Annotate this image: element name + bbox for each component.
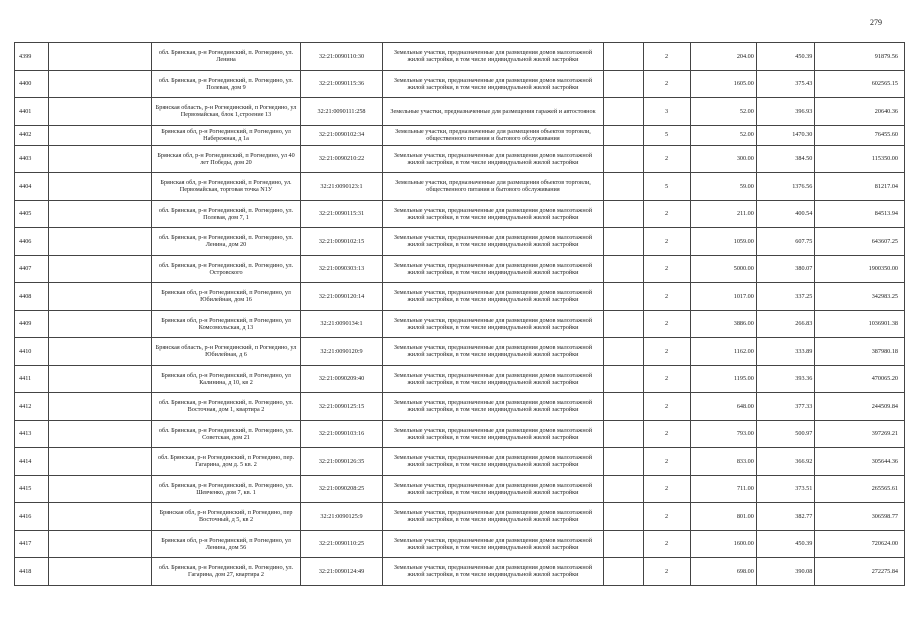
table-row bbox=[15, 200, 905, 228]
cadastral-number-cell: 32:21:0090134:1 bbox=[301, 310, 383, 338]
area-cell: 300.00 bbox=[690, 145, 756, 173]
cadastral-number-cell: 32:21:0090103:16 bbox=[301, 420, 383, 448]
table-row bbox=[15, 530, 905, 558]
cadastral-value-cell: 470065.20 bbox=[815, 365, 905, 393]
cadastral-number-cell: 32:21:0090102:34 bbox=[301, 125, 383, 145]
use-code-cell: 2 bbox=[643, 448, 690, 476]
land-use-cell: Земельные участки, предназначенные для размещения домов малоэтажной жилой застройки, в том числе индивидуальной жилой застройки bbox=[382, 365, 603, 393]
specific-value-cell: 382.77 bbox=[756, 503, 814, 531]
blank-cell bbox=[604, 43, 643, 71]
blank-cell bbox=[49, 98, 152, 126]
area-cell: 5000.00 bbox=[690, 255, 756, 283]
blank-cell bbox=[49, 420, 152, 448]
cadastral-number-cell: 32:21:0090126:35 bbox=[301, 448, 383, 476]
cadastral-number-cell: 32:21:0090208:25 bbox=[301, 475, 383, 503]
cadastral-number-cell: 32:21:0090120:9 bbox=[301, 338, 383, 366]
use-code-cell: 2 bbox=[643, 475, 690, 503]
table-row bbox=[15, 70, 905, 98]
row-number: 4411 bbox=[15, 365, 49, 393]
blank-cell bbox=[49, 145, 152, 173]
cadastral-value-cell: 720624.00 bbox=[815, 530, 905, 558]
row-number: 4409 bbox=[15, 310, 49, 338]
blank-cell bbox=[604, 558, 643, 586]
blank-cell bbox=[49, 503, 152, 531]
table-row bbox=[15, 228, 905, 256]
table-row bbox=[15, 283, 905, 311]
use-code-cell: 2 bbox=[643, 558, 690, 586]
use-code-cell: 2 bbox=[643, 228, 690, 256]
land-use-cell: Земельные участки, предназначенные для размещения домов малоэтажной жилой застройки, в том числе индивидуальной жилой застройки bbox=[382, 393, 603, 421]
area-cell: 52.00 bbox=[690, 98, 756, 126]
cadastral-value-cell: 20640.36 bbox=[815, 98, 905, 126]
land-use-cell: Земельные участки, предназначенные для размещения домов малоэтажной жилой застройки, в том числе индивидуальной жилой застройки bbox=[382, 338, 603, 366]
address-cell: обл. Брянская, р-н Рогнединский, п. Рогнедино, ул. Советская, дом 21 bbox=[151, 420, 300, 448]
specific-value-cell: 375.43 bbox=[756, 70, 814, 98]
area-cell: 1605.00 bbox=[690, 70, 756, 98]
land-use-cell: Земельные участки, предназначенные для размещения домов малоэтажной жилой застройки, в том числе индивидуальной жилой застройки bbox=[382, 310, 603, 338]
blank-cell bbox=[604, 173, 643, 201]
specific-value-cell: 337.25 bbox=[756, 283, 814, 311]
blank-cell bbox=[604, 98, 643, 126]
table-row bbox=[15, 145, 905, 173]
use-code-cell: 5 bbox=[643, 125, 690, 145]
cadastral-value-cell: 244509.84 bbox=[815, 393, 905, 421]
use-code-cell: 2 bbox=[643, 283, 690, 311]
land-use-cell: Земельные участки, предназначенные для размещения домов малоэтажной жилой застройки, в том числе индивидуальной жилой застройки bbox=[382, 283, 603, 311]
specific-value-cell: 400.54 bbox=[756, 200, 814, 228]
specific-value-cell: 450.39 bbox=[756, 43, 814, 71]
blank-cell bbox=[49, 283, 152, 311]
blank-cell bbox=[604, 70, 643, 98]
row-number: 4401 bbox=[15, 98, 49, 126]
address-cell: Брянская обл, р-н Рогнединский, п Рогнедино, ул Ленина, дом 56 bbox=[151, 530, 300, 558]
row-number: 4410 bbox=[15, 338, 49, 366]
use-code-cell: 2 bbox=[643, 393, 690, 421]
cadastral-value-cell: 91879.56 bbox=[815, 43, 905, 71]
specific-value-cell: 380.07 bbox=[756, 255, 814, 283]
specific-value-cell: 500.97 bbox=[756, 420, 814, 448]
cadastral-number-cell: 32:21:0090115:31 bbox=[301, 200, 383, 228]
row-number: 4418 bbox=[15, 558, 49, 586]
blank-cell bbox=[604, 475, 643, 503]
blank-cell bbox=[49, 228, 152, 256]
cadastral-value-cell: 397269.21 bbox=[815, 420, 905, 448]
area-cell: 1017.00 bbox=[690, 283, 756, 311]
table-row bbox=[15, 125, 905, 145]
land-use-cell: Земельные участки, предназначенные для размещения объектов торговли, общественного питания и бытового обслуживания bbox=[382, 173, 603, 201]
address-cell: Брянская область, р-н Рогнединский, п Рогнедино, ул Первомайская, блок 1,строение 13 bbox=[151, 98, 300, 126]
page-number: 279 bbox=[870, 18, 882, 27]
address-cell: Брянская обл, р-н Рогнединский, п Рогнедино, ул Калинина, д 10, кв 2 bbox=[151, 365, 300, 393]
use-code-cell: 2 bbox=[643, 503, 690, 531]
area-cell: 52.00 bbox=[690, 125, 756, 145]
table-row bbox=[15, 173, 905, 201]
blank-cell bbox=[49, 70, 152, 98]
specific-value-cell: 384.50 bbox=[756, 145, 814, 173]
table-row bbox=[15, 310, 905, 338]
blank-cell bbox=[604, 338, 643, 366]
specific-value-cell: 390.08 bbox=[756, 558, 814, 586]
address-cell: обл. Брянская, р-н Рогнединский, п. Рогнедино, ул. Ленина bbox=[151, 43, 300, 71]
cadastral-value-cell: 305644.36 bbox=[815, 448, 905, 476]
blank-cell bbox=[49, 475, 152, 503]
specific-value-cell: 450.39 bbox=[756, 530, 814, 558]
row-number: 4408 bbox=[15, 283, 49, 311]
address-cell: Брянская обл, р-н Рогнединский, п Рогнедино, ул Комсомольская, д 13 bbox=[151, 310, 300, 338]
area-cell: 1600.00 bbox=[690, 530, 756, 558]
use-code-cell: 2 bbox=[643, 530, 690, 558]
blank-cell bbox=[604, 420, 643, 448]
table-row bbox=[15, 503, 905, 531]
address-cell: обл. Брянская, р-н Рогнединский, п. Рогнедино, ул. Шевченко, дом 7, кв. 1 bbox=[151, 475, 300, 503]
area-cell: 211.00 bbox=[690, 200, 756, 228]
cadastral-number-cell: 32:21:0090124:49 bbox=[301, 558, 383, 586]
cadastral-value-cell: 115350.00 bbox=[815, 145, 905, 173]
specific-value-cell: 607.75 bbox=[756, 228, 814, 256]
use-code-cell: 2 bbox=[643, 310, 690, 338]
blank-cell bbox=[604, 310, 643, 338]
address-cell: Брянская обл, р-н Рогнединский, п Рогнедино, ул Юбилейная, дом 16 bbox=[151, 283, 300, 311]
table-row bbox=[15, 255, 905, 283]
address-cell: обл. Брянская, р-н Рогнединский, п. Рогнедино, ул. Гагарина, дом 27, квартира 2 bbox=[151, 558, 300, 586]
area-cell: 3886.00 bbox=[690, 310, 756, 338]
cadastral-value-cell: 306598.77 bbox=[815, 503, 905, 531]
land-registry-table bbox=[14, 42, 905, 586]
table-row bbox=[15, 98, 905, 126]
area-cell: 59.00 bbox=[690, 173, 756, 201]
blank-cell bbox=[604, 200, 643, 228]
cadastral-value-cell: 387980.18 bbox=[815, 338, 905, 366]
cadastral-value-cell: 643607.25 bbox=[815, 228, 905, 256]
specific-value-cell: 1376.56 bbox=[756, 173, 814, 201]
row-number: 4416 bbox=[15, 503, 49, 531]
row-number: 4399 bbox=[15, 43, 49, 71]
area-cell: 1162.00 bbox=[690, 338, 756, 366]
area-cell: 833.00 bbox=[690, 448, 756, 476]
specific-value-cell: 393.36 bbox=[756, 365, 814, 393]
row-number: 4417 bbox=[15, 530, 49, 558]
specific-value-cell: 396.93 bbox=[756, 98, 814, 126]
row-number: 4405 bbox=[15, 200, 49, 228]
address-cell: обл. Брянская, р-н Рогнединский, п. Рогнедино, ул. Островского bbox=[151, 255, 300, 283]
land-use-cell: Земельные участки, предназначенные для размещения объектов торговли, общественного питания и бытового обслуживания bbox=[382, 125, 603, 145]
use-code-cell: 2 bbox=[643, 365, 690, 393]
blank-cell bbox=[604, 145, 643, 173]
cadastral-number-cell: 32:21:0090209:40 bbox=[301, 365, 383, 393]
cadastral-number-cell: 32:21:0090110:30 bbox=[301, 43, 383, 71]
use-code-cell: 2 bbox=[643, 255, 690, 283]
blank-cell bbox=[604, 530, 643, 558]
use-code-cell: 2 bbox=[643, 43, 690, 71]
cadastral-number-cell: 32:21:0090102:15 bbox=[301, 228, 383, 256]
row-number: 4415 bbox=[15, 475, 49, 503]
use-code-cell: 2 bbox=[643, 145, 690, 173]
land-use-cell: Земельные участки, предназначенные для размещения домов малоэтажной жилой застройки, в том числе индивидуальной жилой застройки bbox=[382, 448, 603, 476]
address-cell: обл. Брянская, р-н Рогнединский, п. Рогнедино, ул. Полевая, дом 9 bbox=[151, 70, 300, 98]
cadastral-value-cell: 76455.60 bbox=[815, 125, 905, 145]
land-use-cell: Земельные участки, предназначенные для размещения домов малоэтажной жилой застройки, в том числе индивидуальной жилой застройки bbox=[382, 145, 603, 173]
land-use-cell: Земельные участки, предназначенные для размещения домов малоэтажной жилой застройки, в том числе индивидуальной жилой застройки bbox=[382, 255, 603, 283]
address-cell: обл. Брянская, р-н Рогнединский, п Рогнедино, пер. Гагарина, дом д. 5 кв. 2 bbox=[151, 448, 300, 476]
land-use-cell: Земельные участки, предназначенные для размещения домов малоэтажной жилой застройки, в том числе индивидуальной жилой застройки bbox=[382, 530, 603, 558]
table-row bbox=[15, 558, 905, 586]
use-code-cell: 2 bbox=[643, 420, 690, 448]
cadastral-number-cell: 32:21:0090110:25 bbox=[301, 530, 383, 558]
specific-value-cell: 1470.30 bbox=[756, 125, 814, 145]
land-use-cell: Земельные участки, предназначенные для размещения домов малоэтажной жилой застройки, в том числе индивидуальной жилой застройки bbox=[382, 70, 603, 98]
row-number: 4414 bbox=[15, 448, 49, 476]
cadastral-number-cell: 32:21:0090115:36 bbox=[301, 70, 383, 98]
blank-cell bbox=[604, 503, 643, 531]
use-code-cell: 2 bbox=[643, 200, 690, 228]
row-number: 4400 bbox=[15, 70, 49, 98]
blank-cell bbox=[604, 283, 643, 311]
address-cell: Брянская область, р-н Рогнединский, п Рогнедино, ул Юбилейная, д 6 bbox=[151, 338, 300, 366]
area-cell: 711.00 bbox=[690, 475, 756, 503]
table-row bbox=[15, 448, 905, 476]
table-row bbox=[15, 43, 905, 71]
area-cell: 698.00 bbox=[690, 558, 756, 586]
table-row bbox=[15, 393, 905, 421]
row-number: 4412 bbox=[15, 393, 49, 421]
specific-value-cell: 366.92 bbox=[756, 448, 814, 476]
specific-value-cell: 333.89 bbox=[756, 338, 814, 366]
land-use-cell: Земельные участки, предназначенные для размещения домов малоэтажной жилой застройки, в том числе индивидуальной жилой застройки bbox=[382, 420, 603, 448]
row-number: 4403 bbox=[15, 145, 49, 173]
cadastral-value-cell: 602565.15 bbox=[815, 70, 905, 98]
land-use-cell: Земельные участки, предназначенные для размещения домов малоэтажной жилой застройки, в том числе индивидуальной жилой застройки bbox=[382, 43, 603, 71]
area-cell: 1195.00 bbox=[690, 365, 756, 393]
row-number: 4407 bbox=[15, 255, 49, 283]
blank-cell bbox=[604, 448, 643, 476]
cadastral-number-cell: 32:21:0090125:15 bbox=[301, 393, 383, 421]
address-cell: Брянская обл, р-н Рогнединский, п Рогнедино, ул 40 лет Победы, дом 20 bbox=[151, 145, 300, 173]
blank-cell bbox=[604, 393, 643, 421]
row-number: 4413 bbox=[15, 420, 49, 448]
address-cell: обл. Брянская, р-н Рогнединский, п. Рогнедино, ул. Полевая, дом 7, 1 bbox=[151, 200, 300, 228]
blank-cell bbox=[49, 448, 152, 476]
blank-cell bbox=[49, 365, 152, 393]
area-cell: 793.00 bbox=[690, 420, 756, 448]
blank-cell bbox=[49, 530, 152, 558]
address-cell: обл. Брянская, р-н Рогнединский, п. Рогнедино, ул. Ленина, дом 20 bbox=[151, 228, 300, 256]
use-code-cell: 2 bbox=[643, 338, 690, 366]
address-cell: обл. Брянская, р-н Рогнединский, п. Рогнедино, ул. Восточная, дом 1, квартира 2 bbox=[151, 393, 300, 421]
blank-cell bbox=[49, 558, 152, 586]
area-cell: 1059.00 bbox=[690, 228, 756, 256]
cadastral-number-cell: 32:21:0090210:22 bbox=[301, 145, 383, 173]
row-number: 4402 bbox=[15, 125, 49, 145]
cadastral-value-cell: 1036901.38 bbox=[815, 310, 905, 338]
blank-cell bbox=[49, 43, 152, 71]
cadastral-number-cell: 32:21:0090123:1 bbox=[301, 173, 383, 201]
use-code-cell: 3 bbox=[643, 98, 690, 126]
table-row bbox=[15, 365, 905, 393]
cadastral-value-cell: 81217.04 bbox=[815, 173, 905, 201]
land-use-cell: Земельные участки, предназначенные для размещения домов малоэтажной жилой застройки, в том числе индивидуальной жилой застройки bbox=[382, 228, 603, 256]
blank-cell bbox=[49, 310, 152, 338]
cadastral-number-cell: 32:21:0090120:14 bbox=[301, 283, 383, 311]
blank-cell bbox=[49, 255, 152, 283]
table-row bbox=[15, 420, 905, 448]
row-number: 4404 bbox=[15, 173, 49, 201]
blank-cell bbox=[49, 200, 152, 228]
blank-cell bbox=[604, 228, 643, 256]
land-use-cell: Земельные участки, предназначенные для размещения гаражей и автостоянок bbox=[382, 98, 603, 126]
land-use-cell: Земельные участки, предназначенные для размещения домов малоэтажной жилой застройки, в том числе индивидуальной жилой застройки bbox=[382, 503, 603, 531]
blank-cell bbox=[604, 365, 643, 393]
blank-cell bbox=[604, 255, 643, 283]
land-use-cell: Земельные участки, предназначенные для размещения домов малоэтажной жилой застройки, в том числе индивидуальной жилой застройки bbox=[382, 475, 603, 503]
address-cell: Брянская обл, р-н Рогнединский, п Рогнедино, ул Набережная, д 1а bbox=[151, 125, 300, 145]
cadastral-number-cell: 32:21:0090111:258 bbox=[301, 98, 383, 126]
area-cell: 648.00 bbox=[690, 393, 756, 421]
specific-value-cell: 373.51 bbox=[756, 475, 814, 503]
table-row bbox=[15, 475, 905, 503]
area-cell: 204.00 bbox=[690, 43, 756, 71]
cadastral-value-cell: 272275.84 bbox=[815, 558, 905, 586]
cadastral-value-cell: 84513.94 bbox=[815, 200, 905, 228]
specific-value-cell: 266.83 bbox=[756, 310, 814, 338]
address-cell: Брянская обл, р-н Рогнединский, п Рогнедино, пер Восточный, д 5, кв 2 bbox=[151, 503, 300, 531]
row-number: 4406 bbox=[15, 228, 49, 256]
address-cell: Брянская обл, р-н Рогнединский, п Рогнедино, ул. Первомайская, торговая точка N1У bbox=[151, 173, 300, 201]
use-code-cell: 2 bbox=[643, 70, 690, 98]
land-use-cell: Земельные участки, предназначенные для размещения домов малоэтажной жилой застройки, в том числе индивидуальной жилой застройки bbox=[382, 200, 603, 228]
cadastral-number-cell: 32:21:0090125:9 bbox=[301, 503, 383, 531]
blank-cell bbox=[49, 125, 152, 145]
blank-cell bbox=[604, 125, 643, 145]
land-use-cell: Земельные участки, предназначенные для размещения домов малоэтажной жилой застройки, в том числе индивидуальной жилой застройки bbox=[382, 558, 603, 586]
cadastral-value-cell: 265565.61 bbox=[815, 475, 905, 503]
cadastral-value-cell: 1900350.00 bbox=[815, 255, 905, 283]
blank-cell bbox=[49, 173, 152, 201]
blank-cell bbox=[49, 338, 152, 366]
cadastral-number-cell: 32:21:0090303:13 bbox=[301, 255, 383, 283]
blank-cell bbox=[49, 393, 152, 421]
cadastral-value-cell: 342983.25 bbox=[815, 283, 905, 311]
specific-value-cell: 377.33 bbox=[756, 393, 814, 421]
use-code-cell: 5 bbox=[643, 173, 690, 201]
area-cell: 801.00 bbox=[690, 503, 756, 531]
table-row bbox=[15, 338, 905, 366]
